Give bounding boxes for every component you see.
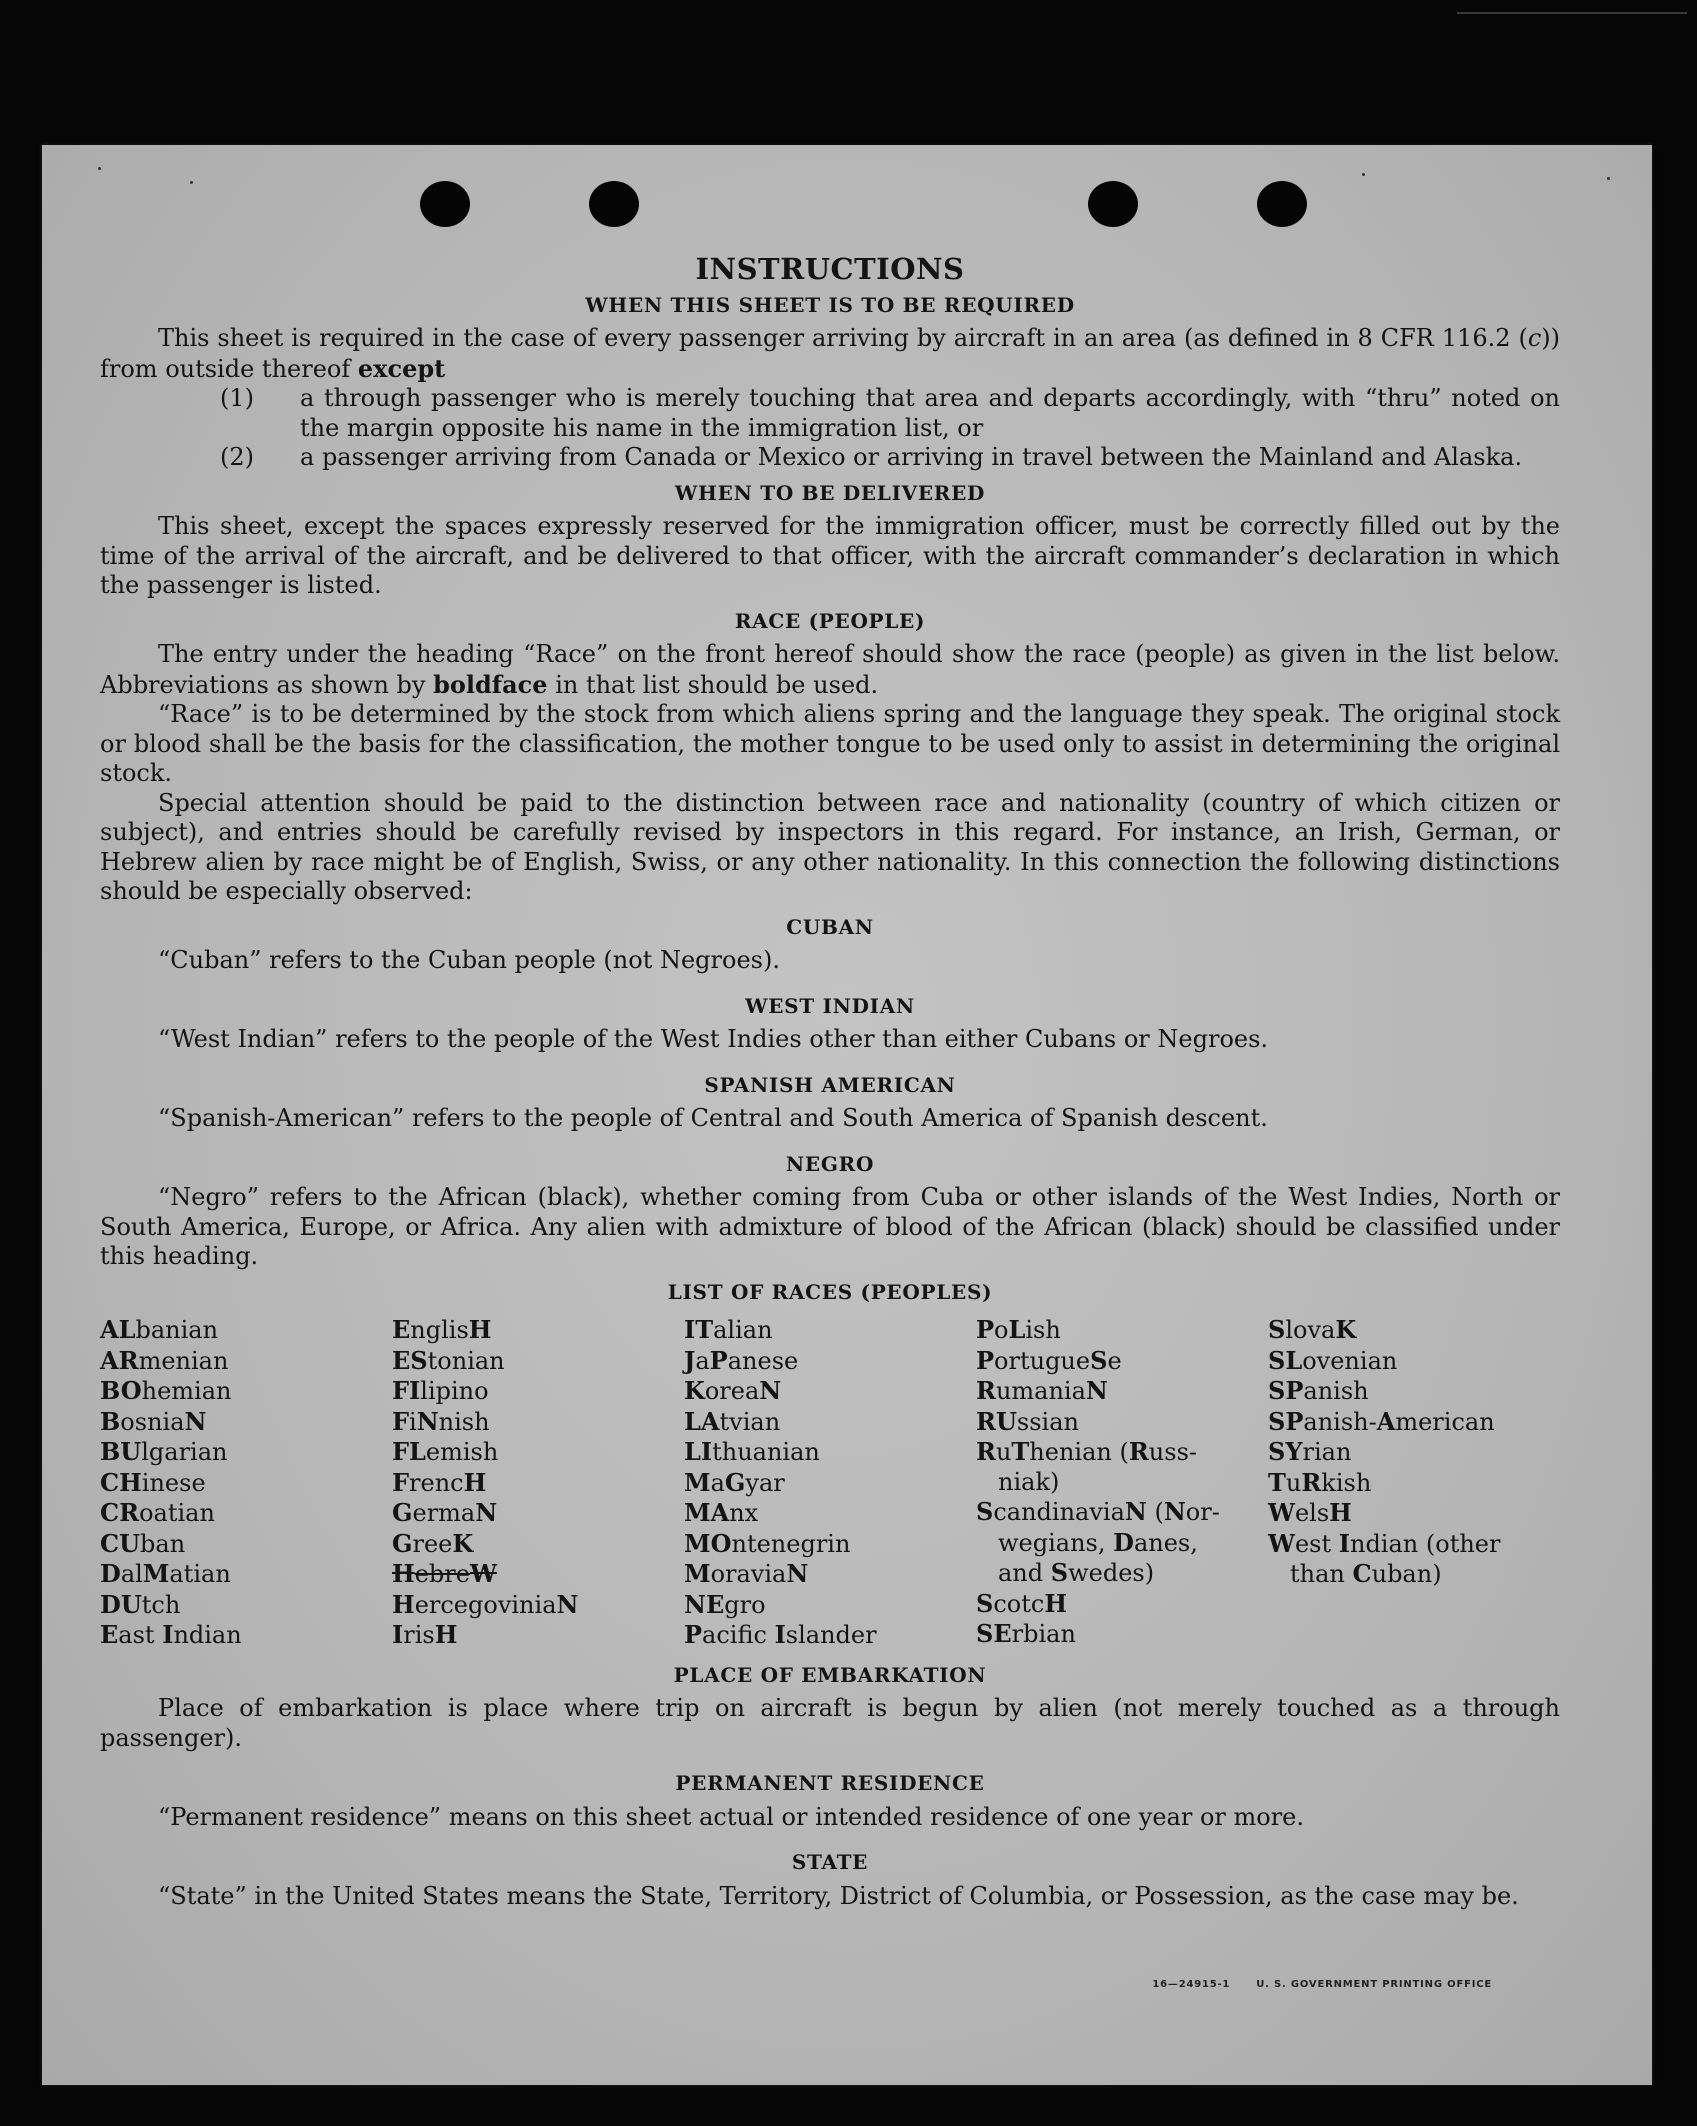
race-entry: SPanish bbox=[1268, 1376, 1369, 1405]
race-entry: GreeK bbox=[392, 1528, 474, 1558]
heading-embarkation: PLACE OF EMBARKATION bbox=[673, 1662, 987, 1687]
heading-state: STATE bbox=[791, 1850, 869, 1874]
race-paragraph-2: “Race” is to be determined by the stock from which aliens spring and the language they speak. The original stock or blood shall be the basis for the classification, the mother tongue to be used only to assist in determining the original stock. bbox=[100, 700, 1560, 787]
scan-edge-line bbox=[1457, 12, 1687, 14]
race-p1-text-2: in that list should be used. bbox=[547, 670, 879, 699]
race-entry: TuRkish bbox=[1268, 1467, 1372, 1497]
race-entry: EStonian bbox=[392, 1345, 505, 1375]
race-entry: CHinese bbox=[100, 1467, 206, 1497]
races-column-3 bbox=[684, 1315, 976, 1651]
race-entry: JaPanese bbox=[684, 1345, 799, 1375]
race-p1-text-1: The entry under the heading “Race” on the front hereof should show the race (people) as given in the list below. Abbreviations as shown by bbox=[100, 640, 1560, 699]
residence-text: “Permanent residence” means on this sheet actual or intended residence of one year or more. bbox=[158, 1802, 1304, 1831]
required-intro-text-2: )) from outside thereof bbox=[100, 324, 1560, 383]
race-paragraph-3: Special attention should be paid to the distinction between race and nationality (country of which citizen or subject), and entries should be carefully revised by inspectors in this regard. For instance, an Irish, German, or Hebrew alien by race might be of English, Swiss, or any other nationality. In this connection the following distinctions should be especially observed: bbox=[100, 788, 1560, 905]
race-entry: ARmenian bbox=[100, 1345, 229, 1375]
race-entry: ALbanian bbox=[100, 1315, 219, 1344]
race-entry: RuThenian (Russ- bbox=[976, 1437, 1197, 1466]
exception-text: a passenger arriving from Canada or Mexico or arriving in travel between the Mainland and Alaska. bbox=[300, 443, 1523, 471]
punch-hole bbox=[1088, 181, 1138, 227]
races-column-2 bbox=[392, 1315, 684, 1651]
embarkation-text: Place of embarkation is place where trip on aircraft is begun by alien (not merely touched as a through passenger). bbox=[100, 1694, 1560, 1752]
race-entry: GermaN bbox=[392, 1498, 498, 1527]
heading-negro: NEGRO bbox=[785, 1151, 875, 1176]
race-entry: ScandinaviaN (Nor- bbox=[976, 1497, 1220, 1526]
race-entry-continued: and Swedes) bbox=[998, 1558, 1155, 1587]
race-entry: NEgro bbox=[684, 1589, 766, 1619]
scan-speck bbox=[1362, 173, 1365, 176]
race-entry: DUtch bbox=[100, 1589, 181, 1619]
punch-hole bbox=[1257, 181, 1307, 227]
race-entry: West Indian (other bbox=[1268, 1528, 1501, 1558]
race-entry: SYrian bbox=[1268, 1437, 1352, 1466]
race-entry: SLovenian bbox=[1268, 1345, 1398, 1375]
race-entry: BOhemian bbox=[100, 1376, 232, 1405]
race-entry-continued: niak) bbox=[998, 1467, 1060, 1496]
race-entry: DalMatian bbox=[100, 1559, 231, 1588]
instructions-content bbox=[100, 252, 1560, 1911]
required-intro bbox=[100, 324, 1560, 384]
scan-speck bbox=[98, 167, 101, 170]
race-p1-bold: boldface bbox=[433, 669, 548, 699]
heading-delivered: WHEN TO BE DELIVERED bbox=[674, 480, 986, 505]
race-entry: EnglisH bbox=[392, 1315, 492, 1344]
race-entry: East Indian bbox=[100, 1620, 242, 1649]
race-entry: FLemish bbox=[392, 1437, 499, 1466]
race-entry-continued: than Cuban) bbox=[1290, 1559, 1442, 1588]
state-text: “State” in the United States means the State, Territory, District of Columbia, or Possession, as the case may be. bbox=[158, 1881, 1519, 1910]
heading-west-indian: WEST INDIAN bbox=[745, 993, 915, 1018]
race-entry: FiNnish bbox=[392, 1406, 490, 1436]
race-entry: RumaniaN bbox=[976, 1376, 1108, 1405]
scan-speck bbox=[190, 181, 193, 184]
race-entry: WelsH bbox=[1268, 1498, 1352, 1527]
races-column-1 bbox=[100, 1315, 392, 1651]
race-entry: MoraviaN bbox=[684, 1559, 809, 1588]
page-title: INSTRUCTIONS bbox=[695, 252, 965, 286]
west-indian-text: “West Indian” refers to the people of the West Indies other than either Cubans or Negroes. bbox=[158, 1025, 1269, 1053]
race-entry: SErbian bbox=[976, 1619, 1076, 1648]
race-entry: FIlipino bbox=[392, 1376, 489, 1405]
heading-spanish-american: SPANISH AMERICAN bbox=[704, 1072, 956, 1097]
document-sheet bbox=[42, 145, 1652, 2085]
races-column-5 bbox=[1268, 1315, 1560, 1651]
race-entry: BUlgarian bbox=[100, 1437, 228, 1466]
printer-footer bbox=[1126, 1979, 1492, 1990]
exception-text: a through passenger who is merely touching that area and departs accordingly, with “thru” noted on the margin opposite his name in the immigration list, or bbox=[300, 384, 1560, 442]
heading-race: RACE (PEOPLE) bbox=[734, 608, 926, 633]
race-entry: HercegoviniaN bbox=[392, 1589, 579, 1619]
race-entry: BosniaN bbox=[100, 1406, 207, 1436]
spanish-american-text: “Spanish-American” refers to the people of Central and South America of Spanish descent. bbox=[158, 1104, 1268, 1132]
race-entry-struck: HebreW bbox=[392, 1559, 497, 1588]
races-list bbox=[100, 1315, 1560, 1651]
race-entry: SlovaK bbox=[1268, 1315, 1357, 1344]
race-entry: Pacific Islander bbox=[684, 1620, 877, 1649]
heading-list-of-races: LIST OF RACES (PEOPLES) bbox=[667, 1279, 993, 1304]
race-entry: ScotcH bbox=[976, 1588, 1068, 1618]
cuban-text: “Cuban” refers to the Cuban people (not Negroes). bbox=[158, 946, 780, 974]
races-column-4 bbox=[976, 1315, 1268, 1651]
negro-text: “Negro” refers to the African (black), whether coming from Cuba or other islands of the West Indies, North or South America, Europe, or Africa. Any alien with admixture of blood of the African (black) should be classified under this heading. bbox=[100, 1183, 1560, 1270]
race-entry: MaGyar bbox=[684, 1467, 785, 1497]
punch-hole bbox=[589, 181, 639, 227]
heading-residence: PERMANENT RESIDENCE bbox=[675, 1771, 985, 1795]
punch-hole bbox=[420, 181, 470, 227]
required-intro-italic: c bbox=[1527, 324, 1542, 352]
heading-required: WHEN THIS SHEET IS TO BE REQUIRED bbox=[585, 292, 1075, 317]
race-entry: PoLish bbox=[976, 1315, 1061, 1344]
race-entry: LIthuanian bbox=[684, 1437, 820, 1466]
race-entry: MOntenegrin bbox=[684, 1528, 851, 1558]
race-entry: RUssian bbox=[976, 1406, 1079, 1436]
delivered-text: This sheet, except the spaces expressly reserved for the immigration officer, must be correctly filled out by the time of the arrival of the aircraft, and be delivered to that officer, with the aircraft commander’s declaration in which the passenger is listed. bbox=[100, 512, 1560, 599]
race-entry-continued: wegians, Danes, bbox=[998, 1527, 1198, 1557]
exception-number: (1) bbox=[220, 384, 254, 412]
race-entry: SPanish-American bbox=[1268, 1406, 1495, 1436]
race-paragraph-1 bbox=[100, 640, 1560, 700]
required-intro-text-1: This sheet is required in the case of every passenger arriving by aircraft in an area (as defined in 8 CFR 116.2 ( bbox=[158, 324, 1528, 352]
scan-speck bbox=[1607, 177, 1610, 180]
race-entry: LAtvian bbox=[684, 1406, 781, 1436]
printer-name: U. S. GOVERNMENT PRINTING OFFICE bbox=[1256, 1979, 1492, 1990]
race-entry: PortugueSe bbox=[976, 1345, 1122, 1375]
exception-item-1 bbox=[100, 384, 1560, 443]
required-intro-bold: except bbox=[357, 353, 446, 383]
race-entry: CUban bbox=[100, 1528, 186, 1558]
race-entry: IrisH bbox=[392, 1620, 458, 1649]
form-number: 16—24915-1 bbox=[1152, 1979, 1231, 1990]
race-entry: FrencH bbox=[392, 1467, 487, 1497]
race-entry: ITalian bbox=[684, 1315, 773, 1344]
race-entry: CRoatian bbox=[100, 1498, 215, 1527]
race-entry: KoreaN bbox=[684, 1376, 782, 1405]
race-entry: MAnx bbox=[684, 1498, 759, 1527]
exception-number: (2) bbox=[220, 443, 254, 471]
heading-cuban: CUBAN bbox=[786, 914, 874, 939]
exception-item-2 bbox=[100, 443, 1560, 473]
